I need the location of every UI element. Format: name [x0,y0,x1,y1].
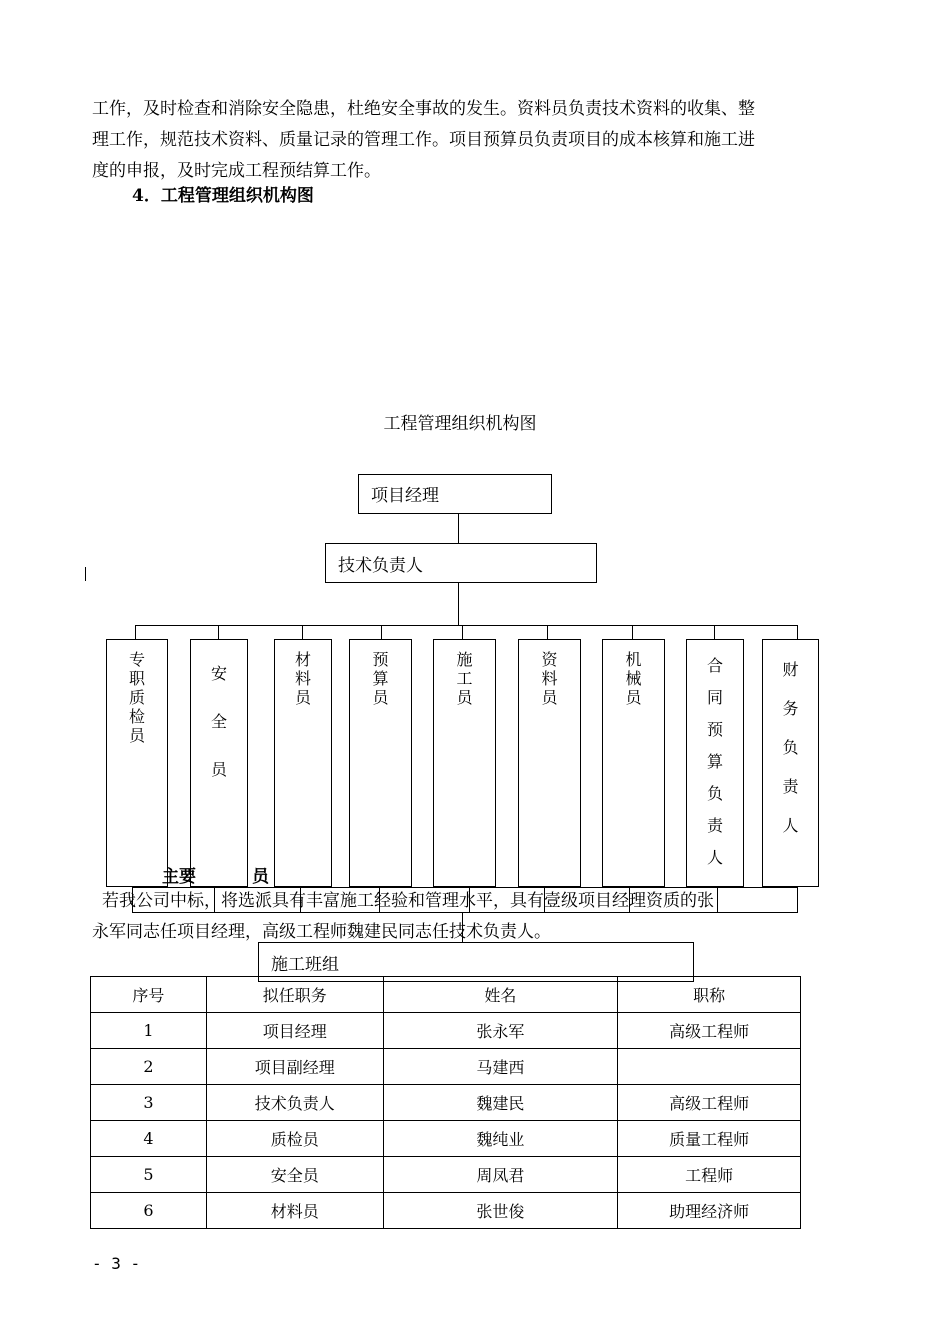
table-cell [618,1049,801,1085]
table-cell: 项目副经理 [206,1049,383,1085]
table-cell: 2 [91,1049,207,1085]
section2-line-1: 若我公司中标，将选派具有丰富施工经验和管理水平，具有壹级项目经理资质的张 [102,891,714,911]
table-cell: 安全员 [206,1157,383,1193]
drop-line [381,625,382,639]
horizontal-bus-line [135,625,798,626]
section-heading: 4．工程管理组织机构图 [132,186,314,206]
table-cell: 技术负责人 [206,1085,383,1121]
drop-line [547,625,548,639]
table-row [91,1085,801,1121]
table-row [91,1121,801,1157]
org-role-quality-inspector: 专职质检员 [106,639,168,887]
table-cell: 周凤君 [383,1157,618,1193]
table-row [91,1157,801,1193]
table-row [91,1049,801,1085]
org-role-construction-officer: 施工员 [433,639,496,887]
table-cell: 质检员 [206,1121,383,1157]
org-role-safety-officer: 安全员 [190,639,248,887]
drop-line [797,625,798,639]
org-chart-title: 工程管理组织机构图 [383,414,537,434]
table-cell: 6 [91,1193,207,1229]
table-cell: 3 [91,1085,207,1121]
section2-heading-fragment: 主要 [162,867,196,887]
drop-line [135,625,136,639]
table-cell: 魏建民 [383,1085,618,1121]
table-cell: 魏纯业 [383,1121,618,1157]
drop-line [302,625,303,639]
org-role-machinery-officer: 机械员 [602,639,665,887]
intro-line-3: 度的申报，及时完成工程预结算工作。 [92,161,381,181]
drop-line [462,625,463,639]
drop-line [632,625,633,639]
org-role-materials-officer: 材料员 [274,639,332,887]
table-cell: 5 [91,1157,207,1193]
org-role-documentation-officer: 资料员 [518,639,581,887]
table-cell: 质量工程师 [618,1121,801,1157]
org-role-finance-lead: 财务负责人 [762,639,819,887]
drop-line [714,625,715,639]
intro-line-1: 工作，及时检查和消除安全隐患，杜绝安全事故的发生。资料员负责技术资料的收集、整 [92,99,755,119]
org-box-work-team: 施工班组 [258,942,694,982]
org-box-project-manager: 项目经理 [358,474,552,514]
table-cell: 高级工程师 [618,1085,801,1121]
header-position: 拟任职务 [206,977,383,1013]
table-cell: 马建西 [383,1049,618,1085]
connector-line [458,514,459,544]
org-role-contract-budget-lead: 合同预算负责人 [686,639,744,887]
table-cell: 4 [91,1121,207,1157]
staff-table [90,976,801,1229]
connector-line [458,583,459,626]
table-cell: 1 [91,1013,207,1049]
table-row [91,1193,801,1229]
org-box-technical-lead: 技术负责人 [325,543,597,583]
table-cell: 助理经济师 [618,1193,801,1229]
header-index: 序号 [91,977,207,1013]
table-cell: 高级工程师 [618,1013,801,1049]
table-cell: 工程师 [618,1157,801,1193]
section2-heading-fragment-tail: 员 [252,867,269,887]
section2-paragraph [92,886,832,948]
table-header-row [91,977,801,1013]
org-role-budget-officer: 预算员 [349,639,412,887]
stray-mark [85,567,86,581]
table-cell: 张世俊 [383,1193,618,1229]
table-cell: 材料员 [206,1193,383,1229]
section2-line-2: 永军同志任项目经理，高级工程师魏建民同志任技术负责人。 [92,922,551,942]
intro-paragraph [92,94,832,187]
table-row [91,1013,801,1049]
drop-line [218,625,219,639]
page-number: - 3 - [92,1254,141,1273]
header-name: 姓名 [383,977,618,1013]
table-cell: 项目经理 [206,1013,383,1049]
header-title: 职称 [618,977,801,1013]
table-cell: 张永军 [383,1013,618,1049]
intro-line-2: 理工作，规范技术资料、质量记录的管理工作。项目预算员负责项目的成本核算和施工进 [92,130,755,150]
